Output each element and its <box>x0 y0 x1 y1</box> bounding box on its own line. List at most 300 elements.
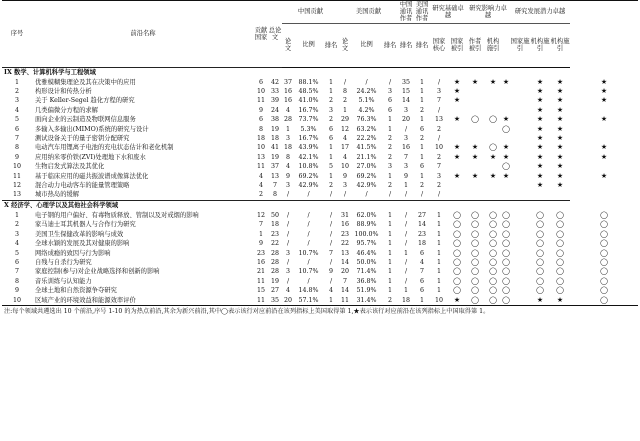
china-first-star-icon: ★ <box>471 171 479 180</box>
cell-value: 1 <box>388 258 393 266</box>
cell-value: 1 <box>329 78 334 86</box>
china-first-star-icon: ★ <box>536 143 544 152</box>
header-total-country: 贡献国家 <box>254 1 268 68</box>
row-number: 10 <box>2 296 32 306</box>
header-seq: 序号 <box>2 1 32 68</box>
us-first-circle-icon: ◯ <box>536 220 544 229</box>
cell-value: 15 <box>256 287 265 295</box>
us-first-circle-icon: ◯ <box>489 220 497 229</box>
cell-value: 4 <box>285 287 290 295</box>
cell-value: / <box>404 221 408 229</box>
cell-value: 2 <box>382 296 398 306</box>
cell-value <box>510 87 530 96</box>
table-row <box>2 249 638 258</box>
table-row <box>2 134 638 143</box>
china-first-star-icon: ★ <box>530 296 550 306</box>
cell-value: 42 <box>270 78 279 86</box>
cell-value: 2 <box>437 153 442 161</box>
cell-value: 7 <box>420 268 425 276</box>
cell-value <box>466 162 484 171</box>
cell-value: 3 <box>329 106 334 114</box>
header-us-rank: 美国通讯作者 <box>415 1 429 23</box>
cell-value: 1 <box>414 296 430 306</box>
us-first-circle-icon: ◯ <box>484 296 502 306</box>
us-first-circle-icon: ◯ <box>453 257 461 266</box>
us-first-circle-icon: ◯ <box>600 276 608 285</box>
table-row <box>2 286 638 295</box>
us-first-circle-icon: ◯ <box>471 276 479 285</box>
china-first-star-icon: ★ <box>536 115 544 124</box>
cell-value <box>502 96 510 105</box>
header-cn-rank2: 排名 <box>323 23 339 67</box>
cell-value: 24 <box>270 106 279 114</box>
cell-value: 9 <box>258 106 263 114</box>
us-first-circle-icon: ◯ <box>502 267 510 276</box>
china-first-star-icon: ★ <box>502 77 510 86</box>
us-first-circle-icon: ◯ <box>536 248 544 257</box>
frontier-name: 网络成瘾的致因与行为影响 <box>35 249 111 257</box>
cell-value: / <box>307 258 310 266</box>
frontier-name: 全球土地和自然资源争夺研究 <box>35 287 117 295</box>
cell-value: 1 <box>329 172 334 180</box>
table-row <box>2 267 638 276</box>
china-first-star-icon: ★ <box>471 152 479 161</box>
china-first-star-icon: ★ <box>600 87 608 96</box>
cell-value: 28 <box>270 258 279 266</box>
cell-value: 2 <box>420 106 425 114</box>
cell-value: 3 <box>285 268 290 276</box>
row-number: 8 <box>14 144 19 152</box>
cell-value: 1 <box>404 249 409 257</box>
cell-value <box>510 220 530 229</box>
cell-value: 100.0% <box>354 230 379 238</box>
cell-value <box>510 153 530 162</box>
cell-value: 37 <box>283 78 292 86</box>
cell-value: 14 <box>341 258 350 266</box>
cell-value: 50.0% <box>356 258 377 266</box>
china-first-star-icon: ★ <box>556 152 564 161</box>
china-first-star-icon: ★ <box>536 124 544 133</box>
cell-value: 1 <box>329 88 334 96</box>
cell-value: 1 <box>437 277 442 285</box>
cell-value: 1 <box>420 78 425 86</box>
cell-value: 5.1% <box>358 97 375 105</box>
cell-value: 31 <box>341 211 350 219</box>
cell-value: 13 <box>435 116 444 124</box>
frontier-name: 电子钢的用户偏好、有毒物质释放、管制以及对戒烟的影响 <box>35 211 199 219</box>
cell-value: 57.1% <box>294 296 323 306</box>
cell-value: 6 <box>420 287 425 295</box>
china-first-star-icon: ★ <box>600 115 608 124</box>
cell-value: 1 <box>420 153 425 161</box>
us-first-circle-icon: ◯ <box>489 229 497 238</box>
cell-value: 3 <box>437 88 442 96</box>
table-row <box>2 258 638 267</box>
cell-value: 1 <box>388 172 393 180</box>
cell-value: 1 <box>388 240 393 248</box>
cell-value <box>570 181 638 190</box>
cell-value: 18 <box>256 135 265 143</box>
cell-value: 3 <box>285 249 290 257</box>
us-first-circle-icon: ◯ <box>556 267 564 276</box>
us-first-circle-icon: ◯ <box>600 248 608 257</box>
cell-value: 20 <box>341 268 350 276</box>
header-us-corr-rank: 排名 <box>414 23 430 67</box>
cell-value: 28 <box>270 268 279 276</box>
us-first-circle-icon: ◯ <box>536 257 544 266</box>
cell-value <box>550 190 570 200</box>
cell-value: / <box>286 240 290 248</box>
row-number: 10 <box>12 163 21 171</box>
row-number: 7 <box>14 135 19 143</box>
cell-value: 14 <box>402 97 411 105</box>
china-first-star-icon: ★ <box>536 171 544 180</box>
cell-value <box>466 125 484 134</box>
china-first-star-icon: ★ <box>471 143 479 152</box>
us-first-circle-icon: ◯ <box>502 248 510 257</box>
frontier-name: 优雅模糊集理论及其在决策中的应用 <box>35 78 136 86</box>
cell-value: 41.5% <box>356 144 377 152</box>
china-first-star-icon: ★ <box>600 143 608 152</box>
cell-value: 3 <box>285 182 290 190</box>
us-first-circle-icon: ◯ <box>502 257 510 266</box>
cell-value: 10.8% <box>298 163 319 171</box>
us-first-circle-icon: ◯ <box>453 248 461 257</box>
row-number: 12 <box>12 182 21 190</box>
cell-value: 2 <box>388 182 393 190</box>
cell-value: 11 <box>256 97 265 105</box>
cell-value <box>448 134 466 143</box>
china-first-star-icon: ★ <box>556 124 564 133</box>
cell-value: 1 <box>329 144 334 152</box>
cell-value: 13 <box>256 153 265 161</box>
row-number: 1 <box>14 78 19 86</box>
china-first-star-icon: ★ <box>453 96 461 105</box>
cell-value: 3 <box>437 172 442 180</box>
table-row <box>2 87 638 96</box>
cell-value: / <box>365 78 368 86</box>
row-number: 5 <box>14 116 19 124</box>
cell-value: 29 <box>341 116 350 124</box>
table-row <box>2 143 638 152</box>
cell-value: 27 <box>270 287 279 295</box>
cell-value: 73.7% <box>298 116 319 124</box>
header-china: 中国贡献 <box>282 1 339 24</box>
cell-value: / <box>404 258 408 266</box>
cell-value: 4 <box>420 258 425 266</box>
cell-value: 1 <box>437 230 442 238</box>
china-first-star-icon: ★ <box>556 115 564 124</box>
row-number: 6 <box>14 125 19 133</box>
table-row <box>2 106 638 115</box>
cell-value: 4 <box>329 287 334 295</box>
cell-value: 10.7% <box>298 268 319 276</box>
china-first-star-icon: ★ <box>536 77 544 86</box>
cell-value: 51.9% <box>356 287 377 295</box>
china-first-star-icon: ★ <box>556 171 564 180</box>
cell-value: / <box>404 240 408 248</box>
china-first-star-icon: ★ <box>556 77 564 86</box>
cell-value: 8 <box>285 153 290 161</box>
cell-value: 10 <box>435 144 444 152</box>
cell-value: 8 <box>258 125 263 133</box>
cell-value <box>510 106 530 115</box>
china-first-star-icon: ★ <box>536 87 544 96</box>
us-first-circle-icon: ◯ <box>600 267 608 276</box>
table-row <box>2 115 638 124</box>
cell-value: 5.3% <box>300 125 317 133</box>
china-first-star-icon: ★ <box>536 105 544 114</box>
cell-value: / <box>388 78 392 86</box>
us-first-circle-icon: ◯ <box>556 229 564 238</box>
section-title: X 经济学、心理学以及其他社会科学领域 <box>2 200 570 211</box>
cell-value: 2 <box>420 182 425 190</box>
cell-value: 38 <box>270 116 279 124</box>
china-first-star-icon: ★ <box>536 96 544 105</box>
cell-value <box>466 134 484 143</box>
cell-value: 2 <box>388 135 393 143</box>
cell-value: 21 <box>256 268 265 276</box>
china-first-star-icon: ★ <box>600 96 608 105</box>
us-first-circle-icon: ◯ <box>536 210 544 219</box>
header-influence: 研究影响力卓越 <box>466 1 510 24</box>
row-number: 4 <box>14 106 19 114</box>
us-first-circle-icon: ◯ <box>556 286 564 295</box>
cell-value <box>530 190 550 200</box>
cell-value: 3 <box>343 182 348 190</box>
row-number: 9 <box>14 287 19 295</box>
cell-value: 3 <box>404 135 409 143</box>
cell-value: 6 <box>258 116 263 124</box>
cell-value: 43.9% <box>298 144 319 152</box>
us-first-circle-icon: ◯ <box>453 229 461 238</box>
cell-value: 3 <box>285 135 290 143</box>
cell-value: / <box>307 277 310 285</box>
us-first-circle-icon: ◯ <box>556 239 564 248</box>
table-row <box>2 190 638 200</box>
china-first-star-icon: ★ <box>556 143 564 152</box>
table-row <box>2 96 638 105</box>
header-inst-cite: 机构施引 <box>484 23 502 67</box>
cell-value: 16.7% <box>298 135 319 143</box>
us-first-circle-icon: ◯ <box>556 276 564 285</box>
cell-value: 88.1% <box>298 78 319 86</box>
header-potential: 研究发展潜力卓越 <box>510 1 570 24</box>
frontier-name: 全球水颖的发展及其对健康的影响 <box>35 240 130 248</box>
cell-value: 2 <box>437 125 442 133</box>
header-inst-cite2: 机构施引 <box>530 23 550 67</box>
us-first-circle-icon: ◯ <box>600 220 608 229</box>
cell-value <box>484 125 502 134</box>
cell-value <box>510 143 530 152</box>
cell-value: / <box>343 191 347 199</box>
cell-value <box>484 190 502 200</box>
frontier-name: 城市热岛的缓解 <box>35 191 80 199</box>
table-row <box>2 162 638 171</box>
cell-value: 9 <box>343 172 348 180</box>
row-number: 8 <box>14 277 19 285</box>
cell-value: 95.7% <box>356 240 377 248</box>
row-number: 2 <box>14 221 19 229</box>
cell-value: 62.0% <box>356 211 377 219</box>
us-first-circle-icon: ◯ <box>471 220 479 229</box>
cell-value: 17 <box>341 144 350 152</box>
cell-value: 6 <box>420 125 425 133</box>
cell-value: 50 <box>270 211 279 219</box>
cell-value: 23 <box>270 230 279 238</box>
row-number: 2 <box>14 88 19 96</box>
footnote: 注:每个领域共遴选出 10 个前沿,序号 1-10 的为热点前沿,其余为新兴前沿,其中◯表示该行对应前沿在该列指标上美国取得第 1,★表示该行对应前沿在该列指标上中国取得第 1。 <box>4 307 490 315</box>
cell-value: 69.2% <box>356 172 377 180</box>
us-first-circle-icon: ◯ <box>600 257 608 266</box>
cell-value <box>510 181 530 190</box>
cell-value: 76.3% <box>356 116 377 124</box>
cell-value: 6 <box>388 106 393 114</box>
cell-value: 7 <box>258 221 263 229</box>
cell-value: 1 <box>388 230 393 238</box>
cell-value <box>484 162 502 171</box>
header-us-ratio: 比例 <box>351 23 382 67</box>
china-first-star-icon: ★ <box>502 115 510 124</box>
frontier-name: 几类偏微分方程的求解 <box>35 106 98 114</box>
cell-value: 1 <box>437 268 442 276</box>
header-cn-corr-rank: 排名 <box>398 23 414 67</box>
table-row <box>2 153 638 162</box>
cell-value <box>510 286 530 295</box>
cell-value: 8 <box>343 88 348 96</box>
table-row <box>2 172 638 181</box>
cell-value: 10 <box>430 296 448 306</box>
us-first-circle-icon: ◯ <box>453 286 461 295</box>
us-first-circle-icon: ◯ <box>471 210 479 219</box>
cell-value: 12 <box>341 125 350 133</box>
cell-value: 1 <box>437 249 442 257</box>
cell-value: / <box>404 191 408 199</box>
us-first-circle-icon: ◯ <box>489 276 497 285</box>
cell-value: 4 <box>285 106 290 114</box>
cell-value: 4 <box>343 153 348 161</box>
cell-value <box>484 96 502 105</box>
cell-value: 2 <box>388 144 393 152</box>
cell-value: 1 <box>388 268 393 276</box>
cell-value: / <box>286 191 290 199</box>
cell-value: 4 <box>258 182 263 190</box>
cell-value: 28 <box>283 116 292 124</box>
china-first-star-icon: ★ <box>489 77 497 86</box>
cell-value <box>448 106 466 115</box>
us-first-circle-icon: ◯ <box>556 210 564 219</box>
cell-value: 18 <box>270 135 279 143</box>
cell-value <box>484 106 502 115</box>
china-first-star-icon: ★ <box>556 181 564 190</box>
cell-value: / <box>343 78 347 86</box>
cell-value: 1 <box>404 287 409 295</box>
cell-value: / <box>404 125 408 133</box>
cell-value <box>510 125 530 134</box>
cell-value: 6 <box>258 78 263 86</box>
cell-value: 42.9% <box>356 182 377 190</box>
cell-value <box>466 190 484 200</box>
us-first-circle-icon: ◯ <box>556 220 564 229</box>
section-title: IX 数学、计算机科学与工程领域 <box>2 67 570 78</box>
cell-value: 39 <box>270 97 279 105</box>
cell-value: 11 <box>341 296 350 304</box>
header-cn-paper: 论文 <box>282 23 294 67</box>
cell-value: 14 <box>341 287 350 295</box>
china-first-star-icon: ★ <box>453 115 461 124</box>
us-first-circle-icon: ◯ <box>502 210 510 219</box>
us-first-circle-icon: ◯ <box>489 286 497 295</box>
cell-value <box>570 134 638 143</box>
header-us-paper: 论文 <box>339 23 351 67</box>
row-number: 13 <box>12 191 21 199</box>
frontier-name: 应用纳米零价铁(ZVI)处理地下水和废水 <box>35 153 146 161</box>
us-first-circle-icon: ◯ <box>489 115 497 124</box>
china-first-star-icon: ★ <box>502 152 510 161</box>
china-first-star-icon: ★ <box>489 171 497 180</box>
cell-value: 11 <box>256 163 265 171</box>
cell-value: / <box>437 78 441 86</box>
cell-value: 19 <box>270 125 279 133</box>
cell-value <box>466 87 484 96</box>
cell-value: 1 <box>437 287 442 295</box>
table-row <box>2 220 638 229</box>
cell-value: 16 <box>341 221 350 229</box>
header-country-cite: 国家被引 <box>448 23 466 67</box>
cell-value: 20 <box>402 116 411 124</box>
cell-value <box>510 115 530 124</box>
cell-value <box>502 181 510 190</box>
frontier-name: 电动汽车用锂离子电池的充电状态估计和老化机制 <box>35 144 174 152</box>
cell-value: 27.0% <box>356 163 377 171</box>
us-first-circle-icon: ◯ <box>556 248 564 257</box>
china-first-star-icon: ★ <box>556 134 564 143</box>
row-number: 3 <box>14 97 19 105</box>
cell-value <box>570 125 638 134</box>
header-name: 前沿名称 <box>32 1 254 68</box>
cell-value: 1 <box>388 249 393 257</box>
china-first-star-icon: ★ <box>453 143 461 152</box>
cell-value: / <box>420 191 424 199</box>
cell-value: / <box>307 240 310 248</box>
frontier-name: 基于临床应用的磁共振波谱成像算法优化 <box>35 172 149 180</box>
cell-value: 16 <box>283 97 292 105</box>
cell-value: 1 <box>323 296 339 306</box>
us-first-circle-icon: ◯ <box>453 267 461 276</box>
cell-value: 21.1% <box>356 153 377 161</box>
cell-value: 71.4% <box>356 268 377 276</box>
cell-value: / <box>286 277 290 285</box>
cell-value: 36.8% <box>356 277 377 285</box>
china-first-star-icon: ★ <box>556 162 564 171</box>
cell-value: / <box>329 191 333 199</box>
cell-value <box>510 267 530 276</box>
china-first-star-icon: ★ <box>489 152 497 161</box>
cell-value: 10 <box>256 144 265 152</box>
cell-value: 37 <box>270 163 279 171</box>
cell-value <box>484 134 502 143</box>
cell-value: 1 <box>420 88 425 96</box>
frontier-name: 区域产业的环境效益和能源效率评价 <box>32 296 254 306</box>
row-number: 4 <box>14 240 19 248</box>
row-number: 3 <box>14 230 19 238</box>
cell-value: 7 <box>404 153 409 161</box>
cell-value: / <box>388 191 392 199</box>
china-first-star-icon: ★ <box>453 152 461 161</box>
china-first-star-icon: ★ <box>502 171 510 180</box>
cell-value: 24.2% <box>356 88 377 96</box>
cell-value: / <box>307 230 310 238</box>
